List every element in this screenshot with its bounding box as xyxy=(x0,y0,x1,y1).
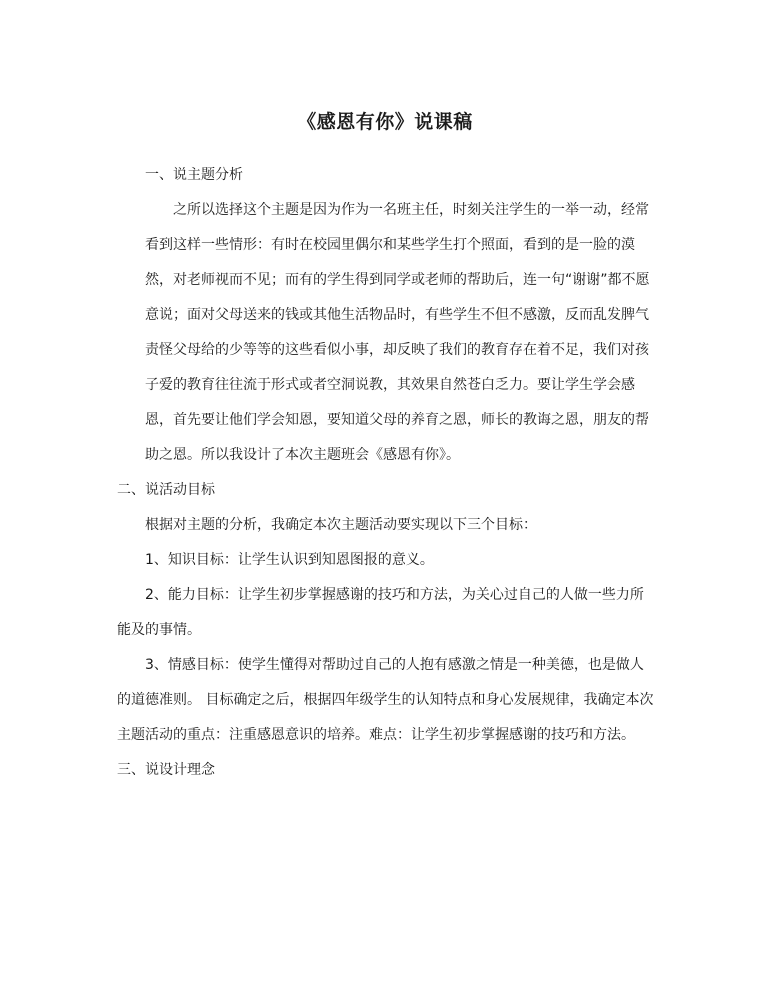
section-2-goal-2: 2、能力目标：让学生初步掌握感谢的技巧和方法，为关心过自己的人做一些力所能及的事情。 xyxy=(117,587,644,638)
section-2-goal-1: 1、知识目标：让学生认识到知恩图报的意义。 xyxy=(145,552,434,568)
section-3-heading: 三、说设计理念 xyxy=(117,762,215,778)
document-title: 《感恩有你》说课稿 xyxy=(297,111,473,133)
section-2-heading: 二、说活动目标 xyxy=(117,482,215,498)
section-1-heading: 一、说主题分析 xyxy=(145,167,243,183)
document-body xyxy=(117,158,657,788)
section-2-goal-3: 3、情感目标：使学生懂得对帮助过自己的人抱有感激之情是一种美德，也是做人的道德准则。 目标确定之后，根据四年级学生的认知特点和身心发展规律，我确定本次主题活动的重点：注重感恩意识的培养。难点：让学生初步掌握感谢的技巧和方法。 xyxy=(117,657,654,743)
section-2-intro: 根据对主题的分析，我确定本次主题活动要实现以下三个目标： xyxy=(145,517,537,533)
section-1-paragraph: 之所以选择这个主题是因为作为一名班主任，时刻关注学生的一举一动，经常看到这样一些情形：有时在校园里偶尔和某些学生打个照面，看到的是一脸的漠然，对老师视而不见；而有的学生得到同学或老师的帮助后，连一句“谢谢”都不愿意说；面对父母送来的钱或其他生活物品时，有些学生不但不感激，反而乱发脾气责怪父母给的少等等的这些看似小事，却反映了我们的教育存在着不足，我们对孩子爱的教育往往流于形式或者空洞说教，其效果自然苍白乏力。要让学生学会感恩，首先要让他们学会知恩，要知道父母的养育之恩，师长的教诲之恩，朋友的帮助之恩。所以我设计了本次主题班会《感恩有你》。 xyxy=(145,202,650,463)
